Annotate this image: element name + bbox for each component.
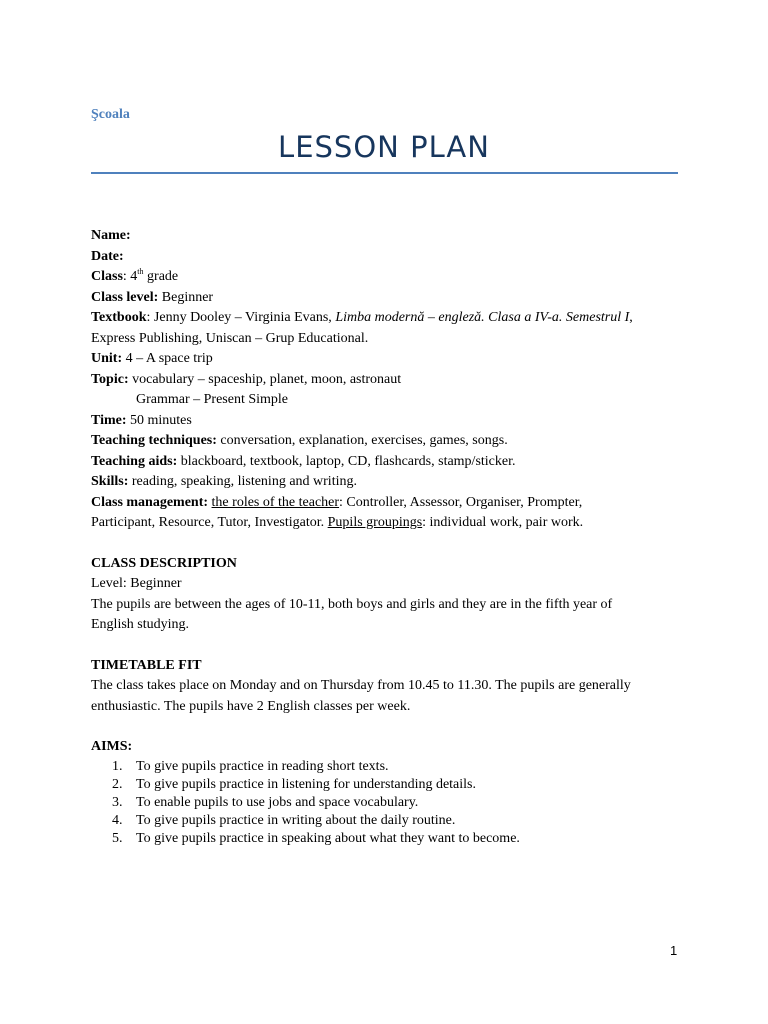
topic-line [91,370,691,391]
aim-text: To give pupils practice in speaking about what they want to become. [136,830,520,846]
management-line [91,493,691,514]
aids-value: blackboard, textbook, laptop, CD, flashcards, stamp/sticker. [177,453,516,469]
topic-label: Topic: [91,371,129,387]
school-label: Şcoala [91,107,130,122]
aim-number: 3. [112,794,123,810]
skills-value: reading, speaking, listening and writing. [128,474,357,489]
class-line [91,267,691,288]
aim-number: 2. [112,776,123,792]
skills-line [91,472,691,493]
name-label: Name: [91,228,131,243]
class-level-line [91,288,691,309]
techniques-line [91,431,691,452]
topic-grammar-line [91,390,691,411]
techniques-value: conversation, explanation, exercises, games, songs. [216,433,508,448]
aim-number: 4. [112,812,123,828]
pupils-groupings-value: : individual work, pair work. [422,515,584,530]
aims-list [91,758,691,848]
topic-grammar: Grammar – Present Simple [136,392,289,407]
spacer [91,717,691,737]
date-line [91,247,691,268]
aim-number: 5. [112,830,123,846]
management-line2-start: Participant, Resource, Tutor, Investigator. [91,515,328,530]
aim-text: To give pupils practice in writing about the daily routine. [136,812,456,828]
class-level-value: Beginner [158,289,214,305]
spacer [91,636,691,656]
unit-value: 4 – A space trip [122,351,213,366]
class-value-number: : 4 [122,269,138,284]
title-underline [91,172,678,174]
aim-text: To enable pupils to use jobs and space vocabulary. [136,794,419,810]
page-title: LESSON PLAN [278,130,490,164]
time-line [91,411,691,432]
unit-label: Unit: [91,351,123,366]
textbook-comma: , [629,310,633,325]
class-value-suffix: th [137,267,144,276]
aids-label: Teaching aids: [91,453,178,469]
name-line [91,226,691,247]
pupils-groupings-text: Pupils groupings [327,515,423,530]
timetable-fit-line-2: enthusiastic. The pupils have 2 English classes per week. [91,698,411,714]
techniques-label: Teaching techniques: [91,433,217,448]
list-item [91,830,691,848]
timetable-fit-line-1: The class takes place on Monday and on Thursday from 10.45 to 11.30. The pupils are generally [91,678,631,693]
textbook-label: Textbook [91,310,147,325]
aim-text: To give pupils practice in listening for understanding details. [136,776,476,792]
time-value: 50 minutes [126,412,192,428]
class-description-level: Level: Beginner [91,576,182,591]
list-item [91,776,691,794]
class-label: Class [91,269,123,284]
timetable-fit-heading: TIMETABLE FIT [91,657,202,673]
time-label: Time: [91,412,127,428]
list-item [91,758,691,776]
aims-heading: AIMS: [91,739,133,754]
class-description-line-1: The pupils are between the ages of 10-11, both boys and girls and they are in the fifth year of [91,596,613,612]
class-level-label: Class level: [91,289,159,305]
roles-of-teacher-text: the roles of the teacher [211,494,340,510]
textbook-title: Limba modernă – engleză. Clasa a IV-a. Semestrul I [335,310,630,325]
aim-text: To give pupils practice in reading short texts. [136,758,389,774]
class-description-heading: CLASS DESCRIPTION [91,555,237,571]
date-label: Date: [91,248,124,264]
class-description-line-2: English studying. [91,617,190,632]
textbook-publisher: Express Publishing, Uniscan – Grup Educational. [91,330,369,346]
management-line-2 [91,513,691,534]
aim-number: 1. [112,758,123,774]
textbook-publisher-line [91,329,691,350]
roles-of-teacher-value: : Controller, Assessor, Organiser, Prompter, [339,494,583,510]
class-value-rest: grade [143,269,179,284]
management-label: Class management: [91,494,209,510]
list-item [91,794,691,812]
aids-line [91,452,691,473]
topic-value: vocabulary – spaceship, planet, moon, astronaut [128,371,402,387]
unit-line [91,349,691,370]
lesson-body [91,226,691,848]
page-number: 1 [670,943,678,958]
spacer [91,534,691,554]
list-item [91,812,691,830]
textbook-authors: : Jenny Dooley – Virginia Evans, [146,310,336,325]
skills-label: Skills: [91,474,129,489]
textbook-line [91,308,691,329]
